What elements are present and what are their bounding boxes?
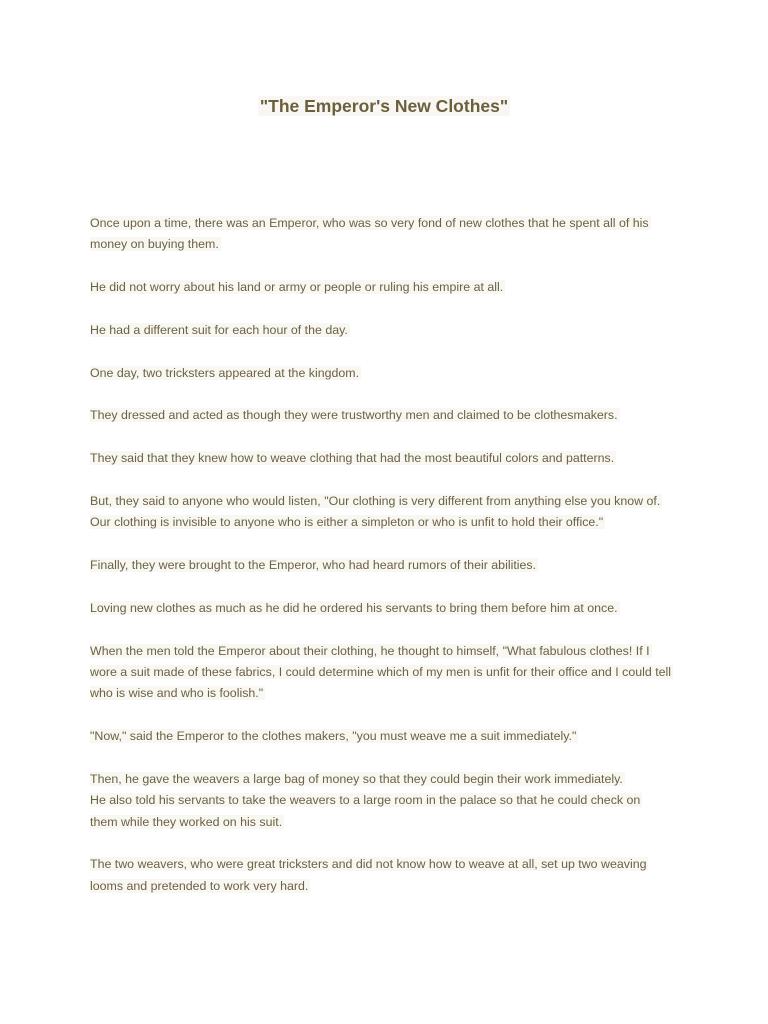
paragraph: [90, 320, 690, 341]
paragraph-line: Finally, they were brought to the Emperor, who had heard rumors of their abilities.: [90, 558, 537, 573]
paragraph-line: He also told his servants to take the weavers to a large room in the palace so that he could check on: [90, 793, 641, 808]
paragraph-line: When the men told the Emperor about their clothing, he thought to himself, "What fabulous clothes! If I: [90, 643, 650, 658]
paragraph-line: But, they said to anyone who would listen, "Our clothing is very different from anything else you know of.: [90, 494, 661, 509]
paragraph: [90, 277, 690, 298]
paragraph-line: Our clothing is invisible to anyone who is either a simpleton or who is unfit to hold their office.": [90, 515, 604, 530]
paragraph-line: who is wise and who is foolish.": [90, 686, 264, 701]
paragraph-line: Loving new clothes as much as he did he ordered his servants to bring them before him at once.: [90, 600, 618, 615]
paragraph-line: money on buying them.: [90, 237, 219, 252]
paragraph: [90, 769, 690, 833]
paragraph-line: They said that they knew how to weave clothing that had the most beautiful colors and patterns.: [90, 451, 615, 466]
paragraph: [90, 641, 690, 705]
paragraph: [90, 448, 690, 469]
paragraph: [90, 405, 690, 426]
paragraph: [90, 363, 690, 384]
document-body: [90, 213, 690, 918]
paragraph: [90, 726, 690, 747]
paragraph-line: wore a suit made of these fabrics, I could determine which of my men is unfit for their office and I could tell: [90, 665, 672, 680]
paragraph-line: Then, he gave the weavers a large bag of money so that they could begin their work immediately.: [90, 771, 623, 786]
paragraph: [90, 598, 690, 619]
document-title: [0, 95, 768, 117]
paragraph-line: They dressed and acted as though they were trustworthy men and claimed to be clothesmakers.: [90, 408, 618, 423]
paragraph: [90, 491, 690, 534]
paragraph: [90, 555, 690, 576]
paragraph: [90, 213, 690, 256]
paragraph-line: The two weavers, who were great tricksters and did not know how to weave at all, set up two weaving: [90, 857, 647, 872]
document-title-text: "The Emperor's New Clothes": [259, 96, 509, 116]
paragraph: [90, 854, 690, 897]
paragraph-line: One day, two tricksters appeared at the kingdom.: [90, 365, 360, 380]
paragraph-line: He had a different suit for each hour of the day.: [90, 322, 348, 337]
paragraph-line: Once upon a time, there was an Emperor, who was so very fond of new clothes that he spent all of his: [90, 216, 649, 230]
paragraph-line: "Now," said the Emperor to the clothes makers, "you must weave me a suit immediately.": [90, 729, 577, 744]
paragraph-line: them while they worked on his suit.: [90, 814, 283, 829]
paragraph-line: looms and pretended to work very hard.: [90, 878, 309, 893]
paragraph-line: He did not worry about his land or army or people or ruling his empire at all.: [90, 280, 504, 295]
